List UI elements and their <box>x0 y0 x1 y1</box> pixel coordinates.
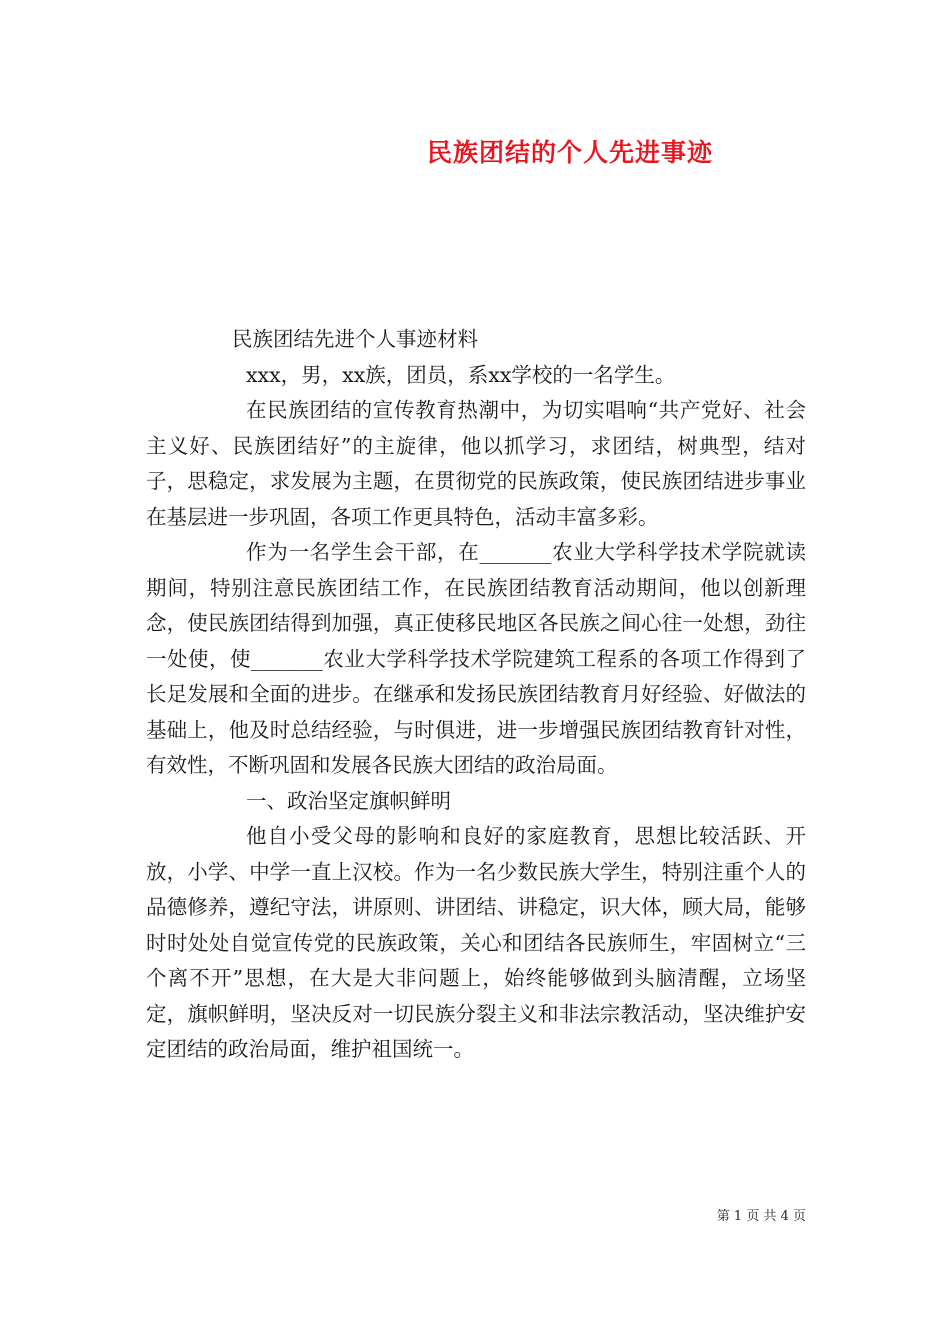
page-footer: 第 1 页 共 4 页 <box>716 1209 806 1224</box>
paragraph-subtitle: 民族团结先进个人事迹材料 <box>232 327 478 351</box>
document-title: 民族团结的个人先进事迹 <box>426 138 713 167</box>
paragraph-intro: xxx，男，xx族，团员，系xx学校的一名学生。 <box>246 362 676 387</box>
section-heading: 一、政治坚定旗帜鲜明 <box>246 788 451 813</box>
paragraph-3: 他自小受父母的影响和良好的家庭教育，思想比较活跃、开放，小学、中学一直上汉校。作为一名少数民族大学生，特别注重个人的品德修养，遵纪守法，讲原则、讲团结、讲稳定，识大体，顾大局，能够时时处处自觉宣传党的民族政策，关心和团结各民族师生，牢固树立“三个离不开”思想，在大是大非问题上，始终能够做到头脑清醒，立场坚定，旗帜鲜明，坚决反对一切民族分裂主义和非法宗教活动，坚决维护安定团结的政治局面，维护祖国统一。 <box>146 824 806 1061</box>
paragraph-1: 在民族团结的宣传教育热潮中，为切实唱响“共产党好、社会主义好、民族团结好”的主旋律，他以抓学习，求团结，树典型，结对子，思稳定，求发展为主题，在贯彻党的民族政策，使民族团结进步事业在基层进一步巩固，各项工作更具特色，活动丰富多彩。 <box>146 398 806 529</box>
paragraph-2: 作为一名学生会干部，在_______农业大学科学技术学院就读期间，特别注意民族团结工作，在民族团结教育活动期间，他以创新理念，使民族团结得到加强，真正使移民地区各民族之间心往一处想，劲往一处使，使_______农业大学科学技术学院建筑工程系的各项工作得到了长足发展和全面的进步。在继承和发扬民族团结教育月好经验、好做法的基础上，他及时总结经验，与时俱进，进一步增强民族团结教育针对性，有效性，不断巩固和发展各民族大团结的政治局面。 <box>146 540 806 777</box>
document-body <box>146 322 806 1068</box>
